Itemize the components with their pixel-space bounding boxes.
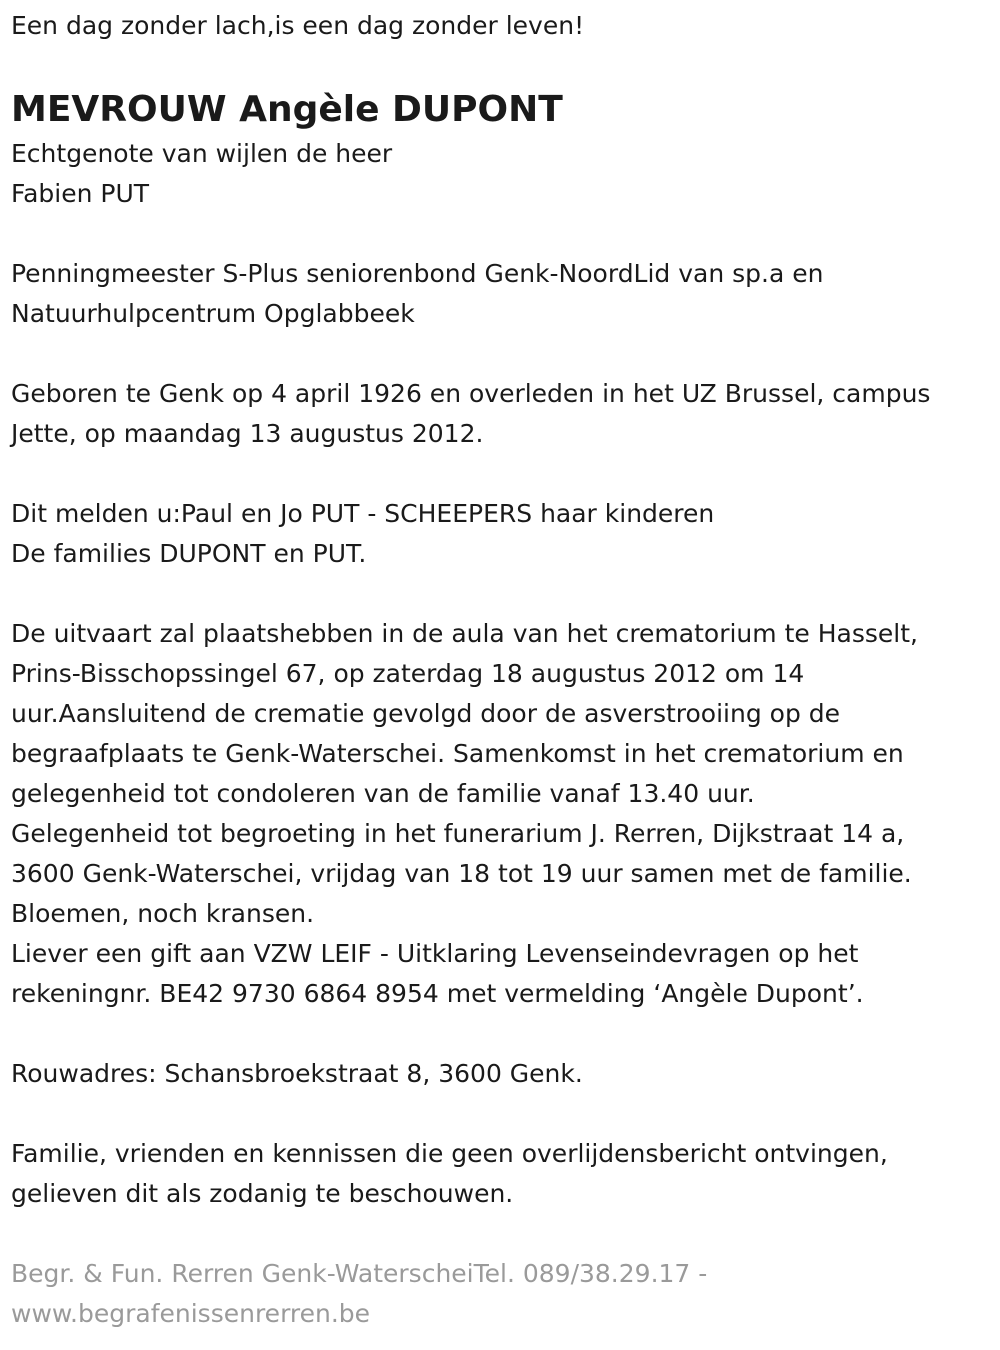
closing-line-2: gelieven dit als zodanig te beschouwen. [11, 1179, 514, 1208]
motto: Een dag zonder lach,is een dag zonder leven! [11, 11, 585, 40]
birth-death-line-1: Geboren te Genk op 4 april 1926 en overleden in het UZ Brussel, campus [11, 379, 931, 408]
announcers-line-1: Dit melden u:Paul en Jo PUT - SCHEEPERS haar kinderen [11, 499, 715, 528]
funeral-details [11, 614, 986, 1014]
mourning-address: Rouwadres: Schansbroekstraat 8, 3600 Genk. [11, 1059, 583, 1088]
spacer [11, 454, 986, 494]
funeral-line: 3600 Genk-Waterschei, vrijdag van 18 tot 19 uur samen met de familie. [11, 859, 912, 888]
funeral-line: De uitvaart zal plaatshebben in de aula van het crematorium te Hasselt, [11, 619, 918, 648]
funeral-line: Prins-Bisschopssingel 67, op zaterdag 18 augustus 2012 om 14 [11, 659, 805, 688]
footer-website[interactable]: www.begrafenissenrerren.be [11, 1299, 371, 1328]
affiliations-line-2: Natuurhulpcentrum Opglabbeek [11, 299, 415, 328]
spacer [11, 214, 986, 254]
spacer [11, 574, 986, 614]
obituary-notice [11, 8, 986, 1334]
funeral-line: Liever een gift aan VZW LEIF - Uitklaring Levenseindevragen op het [11, 939, 859, 968]
footer-line-1: Begr. & Fun. Rerren Genk-WaterscheiTel. 089/38.29.17 - [11, 1259, 708, 1288]
spacer [11, 1014, 986, 1054]
birth-death-line-2: Jette, op maandag 13 augustus 2012. [11, 419, 484, 448]
funeral-line: rekeningnr. BE42 9730 6864 8954 met vermelding ‘Angèle Dupont’. [11, 979, 864, 1008]
funeral-line: Bloemen, noch kransen. [11, 899, 315, 928]
deceased-name: MEVROUW Angèle DUPONT [11, 89, 563, 130]
spouse-line-1: Echtgenote van wijlen de heer [11, 139, 393, 168]
announcers-line-2: De families DUPONT en PUT. [11, 539, 367, 568]
funeral-line: uur.Aansluitend de crematie gevolgd door de asverstrooiing op de [11, 699, 841, 728]
funeral-line: begraafplaats te Genk-Waterschei. Samenkomst in het crematorium en [11, 739, 904, 768]
spouse-line-2: Fabien PUT [11, 179, 150, 208]
funeral-line: gelegenheid tot condoleren van de familie vanaf 13.40 uur. [11, 779, 755, 808]
spacer [11, 334, 986, 374]
funeral-home-footer [11, 1254, 986, 1334]
spacer [11, 1214, 986, 1254]
affiliations-line-1: Penningmeester S-Plus seniorenbond Genk-NoordLid van sp.a en [11, 259, 824, 288]
closing-line-1: Familie, vrienden en kennissen die geen overlijdensbericht ontvingen, [11, 1139, 888, 1168]
spacer [11, 1094, 986, 1134]
funeral-line: Gelegenheid tot begroeting in het funerarium J. Rerren, Dijkstraat 14 a, [11, 819, 905, 848]
